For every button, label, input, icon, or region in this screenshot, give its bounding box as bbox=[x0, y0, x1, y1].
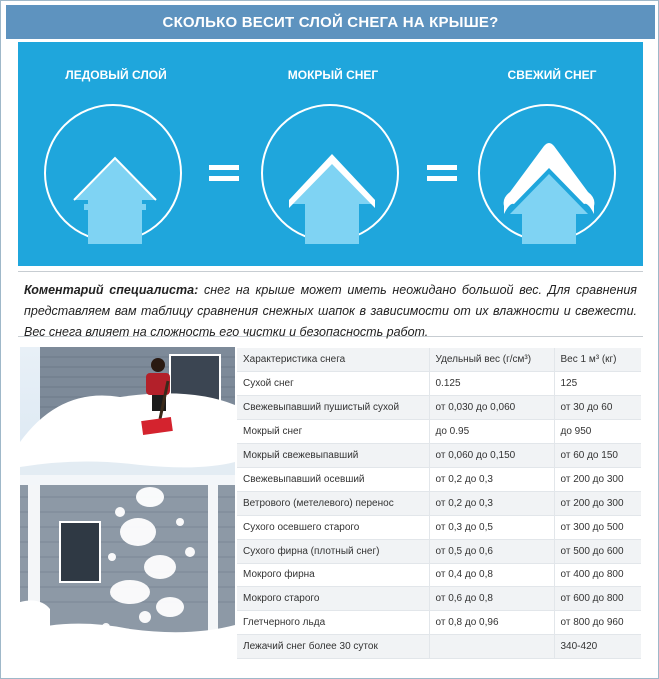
label-wet-snow: МОКРЫЙ СНЕГ bbox=[287, 68, 379, 82]
snow-weight-table bbox=[237, 348, 641, 659]
cell-name: Сухого фирна (плотный снег) bbox=[237, 539, 429, 563]
header-weight-per-m3: Вес 1 м³ (кг) bbox=[554, 348, 641, 372]
table-row bbox=[237, 467, 641, 491]
cell-density: от 0,3 до 0,5 bbox=[429, 515, 554, 539]
comparison-banner bbox=[18, 42, 643, 266]
cell-density: от 0,030 до 0,060 bbox=[429, 396, 554, 420]
cell-density: от 0,2 до 0,3 bbox=[429, 491, 554, 515]
cell-weight: от 30 до 60 bbox=[554, 396, 641, 420]
comment-text: снег на крыше может иметь неожидано большой вес. Для сравнения представляем вам таблицу сравнения снежных шапок в зависимости от их влажности и свежести. Вес снега влияет на сложность его чистки и безопасность работ. bbox=[24, 283, 637, 339]
page-title: СКОЛЬКО ВЕСИТ СЛОЙ СНЕГА НА КРЫШЕ? bbox=[6, 5, 655, 39]
cell-name: Сухого осевшего старого bbox=[237, 515, 429, 539]
cell-density: от 0,2 до 0,3 bbox=[429, 467, 554, 491]
cell-name: Свежевыпавший осевший bbox=[237, 467, 429, 491]
cell-name: Лежачий снег более 30 суток bbox=[237, 635, 429, 659]
table-row bbox=[237, 539, 641, 563]
table-row bbox=[237, 515, 641, 539]
cell-weight: от 400 до 800 bbox=[554, 563, 641, 587]
table-row bbox=[237, 611, 641, 635]
cell-name: Глетчерного льда bbox=[237, 611, 429, 635]
equals-icon bbox=[209, 165, 239, 181]
cell-weight: от 500 до 600 bbox=[554, 539, 641, 563]
wet-snow-house-icon bbox=[261, 104, 399, 242]
cell-weight: до 950 bbox=[554, 420, 641, 444]
cell-name: Ветрового (метелевого) перенос bbox=[237, 491, 429, 515]
table-row bbox=[237, 563, 641, 587]
comment-lead: Коментарий специалиста: bbox=[24, 283, 199, 297]
table-row bbox=[237, 420, 641, 444]
cell-density: от 0,6 до 0,8 bbox=[429, 587, 554, 611]
ice-layer-house-icon bbox=[44, 104, 182, 242]
equals-icon bbox=[427, 165, 457, 181]
cell-weight: от 300 до 500 bbox=[554, 515, 641, 539]
table-row bbox=[237, 587, 641, 611]
cell-weight: 125 bbox=[554, 372, 641, 396]
table-row bbox=[237, 491, 641, 515]
cell-name: Мокрый снег bbox=[237, 420, 429, 444]
cell-weight: от 800 до 960 bbox=[554, 611, 641, 635]
table-header-row bbox=[237, 348, 641, 372]
cell-density: от 0,5 до 0,6 bbox=[429, 539, 554, 563]
label-fresh-snow: СВЕЖИЙ СНЕГ bbox=[507, 68, 597, 82]
cell-name: Мокрого фирна bbox=[237, 563, 429, 587]
cell-weight: 340-420 bbox=[554, 635, 641, 659]
cell-weight: от 200 до 300 bbox=[554, 491, 641, 515]
cell-density: 0.125 bbox=[429, 372, 554, 396]
label-ice-layer: ЛЕДОВЫЙ СЛОЙ bbox=[65, 68, 167, 82]
cell-name: Сухой снег bbox=[237, 372, 429, 396]
cell-name: Свежевыпавший пушистый сухой bbox=[237, 396, 429, 420]
header-specific-weight: Удельный вес (г/см³) bbox=[429, 348, 554, 372]
cell-name: Мокрый свежевыпавший bbox=[237, 444, 429, 468]
cell-density: от 0,4 до 0,8 bbox=[429, 563, 554, 587]
table-row bbox=[237, 635, 641, 659]
snow-roof-photo bbox=[20, 347, 235, 659]
table-row bbox=[237, 396, 641, 420]
cell-name: Мокрого старого bbox=[237, 587, 429, 611]
header-characteristic: Характеристика снега bbox=[237, 348, 429, 372]
table-row bbox=[237, 444, 641, 468]
cell-density: от 0,8 до 0,96 bbox=[429, 611, 554, 635]
cell-weight: от 200 до 300 bbox=[554, 467, 641, 491]
cell-weight: от 60 до 150 bbox=[554, 444, 641, 468]
cell-density: от 0,060 до 0,150 bbox=[429, 444, 554, 468]
cell-weight: от 600 до 800 bbox=[554, 587, 641, 611]
fresh-snow-house-icon bbox=[478, 104, 616, 242]
cell-density: до 0.95 bbox=[429, 420, 554, 444]
table-row bbox=[237, 372, 641, 396]
expert-comment bbox=[18, 271, 643, 337]
cell-density bbox=[429, 635, 554, 659]
